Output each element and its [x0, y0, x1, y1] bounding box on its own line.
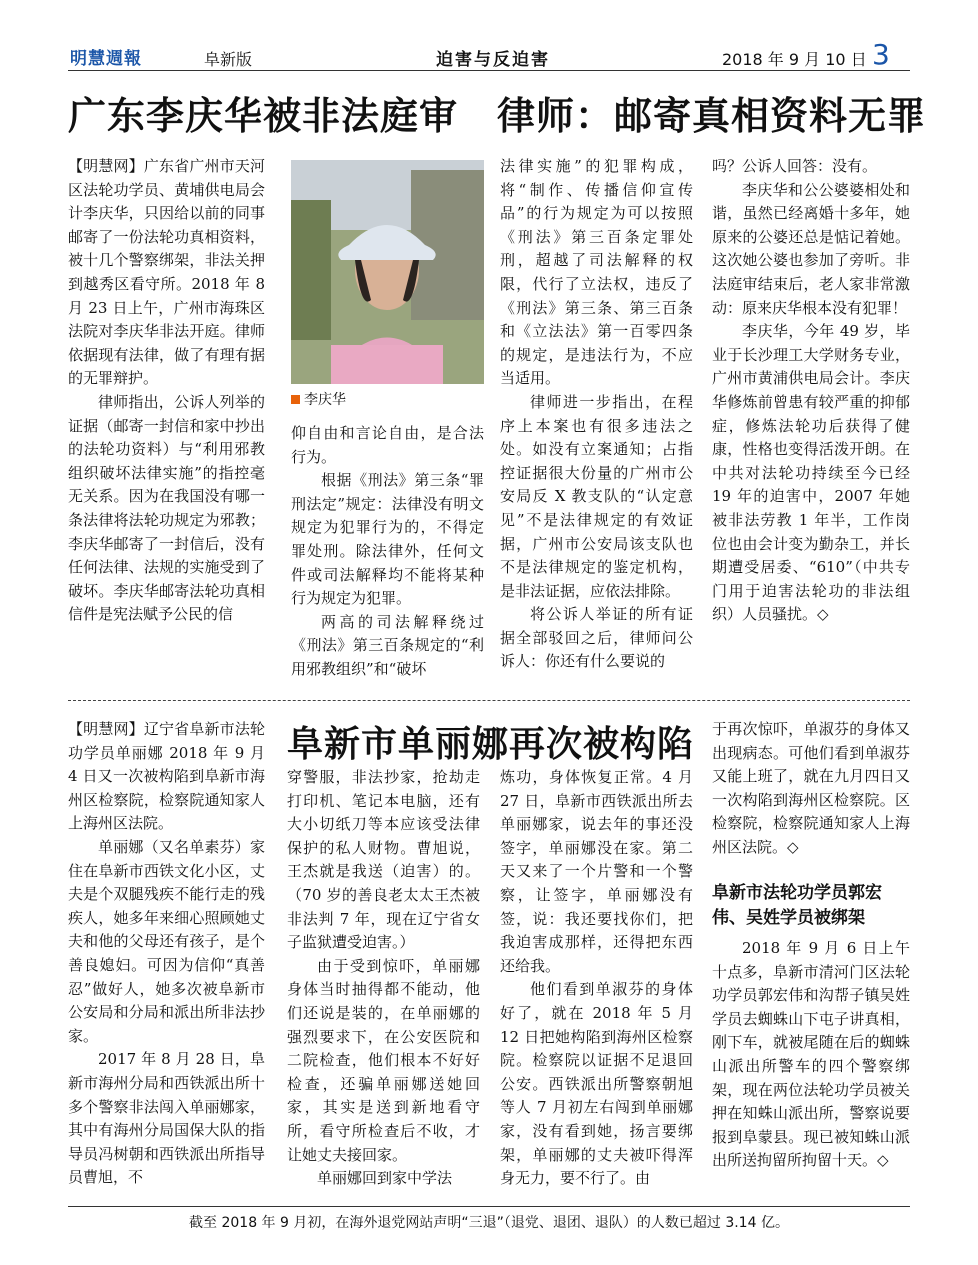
portrait-photo — [291, 160, 484, 384]
paragraph: 法律实施”的犯罪构成，将“制作、传播信仰宣传品”的行为规定为可以按照《刑法》第三百条定罪处刑，超越了司法解释的权限，代行了立法权，违反了《刑法》第三条、第三百条和《立法法》第一百零四条的规定，是违法行为，不应当适用。 — [500, 157, 693, 388]
issue-date: 2018 年 9 月 10 日 — [722, 50, 867, 69]
footer-notice: 截至 2018 年 9 月初，在海外退党网站声明“三退”（退党、退团、退队）的人数已超过 3.14 亿。 — [189, 1215, 789, 1231]
masthead: 明慧週報 — [70, 49, 142, 69]
article2-headline: 阜新市单丽娜再次被构陷 — [287, 724, 695, 765]
paragraph: 将公诉人举证的所有证据全部驳回之后，律师问公诉人：你还有什么要说的 — [500, 605, 693, 671]
caption-marker-icon — [291, 395, 300, 404]
page-number: 3 — [872, 38, 890, 71]
article-divider — [68, 700, 910, 701]
paragraph: 根据《刑法》第三条“罪刑法定”规定：法律没有明文规定为犯罪行为的，不得定罪处刑。除法律外，任何文件或司法解释均不能将某种行为规定为犯罪。 — [291, 471, 484, 608]
paragraph: 【明慧网】辽宁省阜新市法轮功学员单丽娜 2018 年 9 月 4 日又一次被构陷到阜新市海州区检察院，检察院通知家人上海州区法院。 — [68, 720, 265, 833]
article1-column-3 — [500, 155, 693, 674]
paragraph: 律师进一步指出，在程序上本案也有很多违法之处。如没有立案通知；占指控证据很大份量的广州市公安局反 X 教支队的“认定意见”不是法律规定的有效证据，广州市公安局该支队也不是法律规定的鉴定机构，是非法证据，应依法排除。 — [500, 392, 693, 600]
caption-text: 李庆华 — [304, 392, 346, 408]
paragraph: 炼功，身体恢复正常。4 月 27 日，阜新市西铁派出所去单丽娜家，说去年的事还没签字，单丽娜没在家。第二天又来了一个片警和一个警察，让签字，单丽娜没有签，说：我还要找你们，把我迫害成那样，还得把东西还给我。 — [500, 768, 693, 975]
article1-column-2 — [291, 422, 484, 682]
article1-column-1 — [68, 155, 265, 627]
portrait-image — [291, 160, 484, 384]
section-title: 迫害与反迫害 — [436, 50, 550, 70]
article1-column-4 — [712, 155, 910, 627]
paragraph: 李庆华和公公婆婆相处和谐，虽然已经离婚十多年，她原来的公婆还总是惦记着她。这次她公婆也参加了旁听。非法庭审结束后，老人家非常激动：原来庆华根本没有犯罪！ — [712, 180, 910, 317]
article2-column-3 — [500, 766, 693, 1191]
article3-headline: 阜新市法轮功学员郭宏伟、吴姓学员被绑架 — [712, 883, 882, 928]
paragraph: 李庆华，今年 49 岁，毕业于长沙理工大学财务专业，广州市黄浦供电局会计。李庆华修炼前曾患有较严重的抑郁症，修炼法轮功后获得了健康，性格也变得活泼开朗。在中共对法轮功持续至今已经 19 年的迫害中，2007 年她被非法劳教 1 年半，工作岗位也由会计变为勤杂工，并长期遭受居委、“610”（中共专门用于迫害法轮功的非法组织）人员骚扰。◇ — [712, 322, 910, 624]
paragraph: 单丽娜（又名单素芬）家住在阜新市西铁文化小区，丈夫是个双腿残疾不能行走的残疾人，她多年来细心照顾她丈夫和他的父母还有孩子，是个善良媳妇。可因为信仰“真善忍”做好人，她多次被阜新市公安局和分局和派出所非法抄家。 — [68, 837, 265, 1045]
paragraph: 律师指出，公诉人列举的证据（邮寄一封信和家中抄出的法轮功资料）与“利用邪教组织破坏法律实施”的指控毫无关系。因为在我国没有哪一条法律将法轮功规定为邪教；李庆华邮寄了一封信后，没有任何法律、法规的实施受到了破坏。李庆华邮寄法轮功真相信件是宪法赋予公民的信 — [68, 392, 265, 624]
article2-column-4 — [712, 718, 910, 860]
edition-label: 阜新版 — [204, 50, 253, 69]
paragraph: 穿警服，非法抄家，抢劫走打印机、笔记本电脑，还有大小切纸刀等本应该受法律保护的私人财物。曹旭说，王杰就是我送（迫害）的。（70 岁的善良老太太王杰被非法判 7 年，现在辽宁省女子监狱遭受迫害。） — [287, 768, 480, 952]
paragraph: 单丽娜回到家中学法 — [317, 1169, 453, 1188]
paragraph: 于再次惊吓，单淑芬的身体又出现病态。可他们看到单淑芬又能上班了，就在九月四日又一次构陷到海州区检察院。区检察院，检察院通知家人上海州区法院。◇ — [712, 720, 910, 856]
article3-body — [712, 937, 910, 1173]
paragraph: 仰自由和言论自由，是合法行为。 — [291, 424, 484, 466]
photo-caption — [291, 389, 346, 409]
paragraph: 他们看到单淑芬的身体好了，就在 2018 年 5 月 12 日把她构陷到海州区检察院。检察院以证据不足退回公安。西铁派出所警察朝旭等人 7 月初左右闯到单丽娜家，没有看到她，扬言要绑架，单丽娜的丈夫被吓得浑身无力，要不行了。由 — [500, 980, 693, 1188]
footer-rule — [68, 1206, 910, 1207]
paragraph: 2018 年 9 月 6 日上午十点多，阜新市清河门区法轮功学员郭宏伟和沟帮子镇吴姓学员去蜘蛛山下屯子讲真相，刚下车，就被尾随在后的蜘蛛山派出所警车的四个警察绑架，现在两位法轮功学员被关押在知蛛山派出所，警察说要报到阜蒙县。现已被知蛛山派出所送拘留所拘留十天。◇ — [712, 939, 910, 1170]
paragraph: 吗？公诉人回答：没有。 — [712, 157, 878, 175]
paragraph: 【明慧网】广东省广州市天河区法轮功学员、黄埔供电局会计李庆华，只因给以前的同事邮寄了一份法轮功真相资料，被十几个警察绑架，非法关押到越秀区看守所。2018 年 8 月 23 日上午，广州市海珠区法院对李庆华非法开庭。律师依据现有法律，做了有理有据的无罪辩护。 — [68, 157, 265, 388]
paragraph: 2017 年 8 月 28 日，阜新市海州分局和西铁派出所十多个警察非法闯入单丽娜家，其中有海州分局国保大队的指导员冯树朝和西铁派出所指导员曹旭，不 — [68, 1050, 265, 1187]
paragraph: 两高的司法解释绕过《刑法》第三百条规定的“利用邪教组织”和“破坏 — [291, 612, 484, 678]
paragraph: 由于受到惊吓，单丽娜身体当时抽得都不能动，他们还说是装的，在单丽娜的强烈要求下，在公安医院和二院检查，他们根本不好好检查，还骗单丽娜送她回家，其实是送到新地看守所，看守所检查后不收，才让她丈夫接回家。 — [287, 956, 480, 1164]
article1-headline: 广东李庆华被非法庭审 律师：邮寄真相资料无罪 — [68, 94, 927, 138]
article2-column-1 — [68, 718, 265, 1190]
header-rule — [68, 70, 910, 71]
article2-column-2 — [287, 766, 480, 1191]
